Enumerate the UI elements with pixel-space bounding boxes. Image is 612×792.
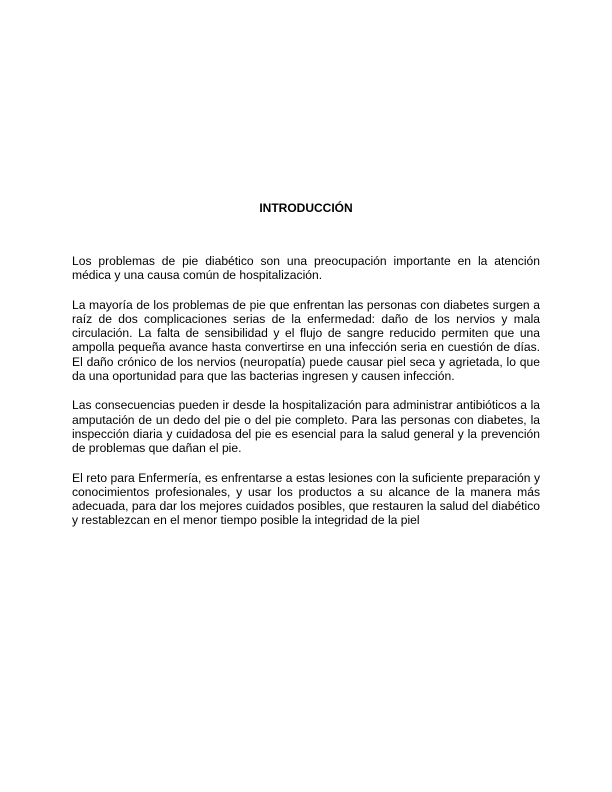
- page-title: INTRODUCCIÓN: [259, 201, 353, 215]
- paragraph-4: El reto para Enfermería, es enfrentarse a estas lesiones con la suficiente preparación y conocimientos profesionales, y usar los productos a su alcance de la manera más adecuada, para dar los mejores cuidados posibles, que restauren la salud del diabético y restablezcan en el menor tiempo posible la integridad de la piel: [72, 470, 540, 528]
- paragraph-2: La mayoría de los problemas de pie que enfrentan las personas con diabetes surgen a raíz de dos complicaciones serias de la enfermedad: daño de los nervios y mala circulación. La falta de sensibilidad y el flujo de sangre reducido permiten que una ampolla pequeña avance hasta convertirse en una infección seria en cuestión de días. El daño crónico de los nervios (neuropatía) puede causar piel seca y agrietada, lo que da una oportunidad para que las bacterias ingresen y causen infección.: [72, 297, 540, 384]
- paragraph-1: Los problemas de pie diabético son una preocupación importante en la atención médica y una causa común de hospitalización.: [72, 254, 540, 283]
- paragraph-3: Las consecuencias pueden ir desde la hospitalización para administrar antibióticos a la amputación de un dedo del pie o del pie completo. Para las personas con diabetes, la inspección diaria y cuidadosa del pie es esencial para la salud general y la prevención de problemas que dañan el pie.: [72, 398, 540, 456]
- document-body: [72, 201, 540, 528]
